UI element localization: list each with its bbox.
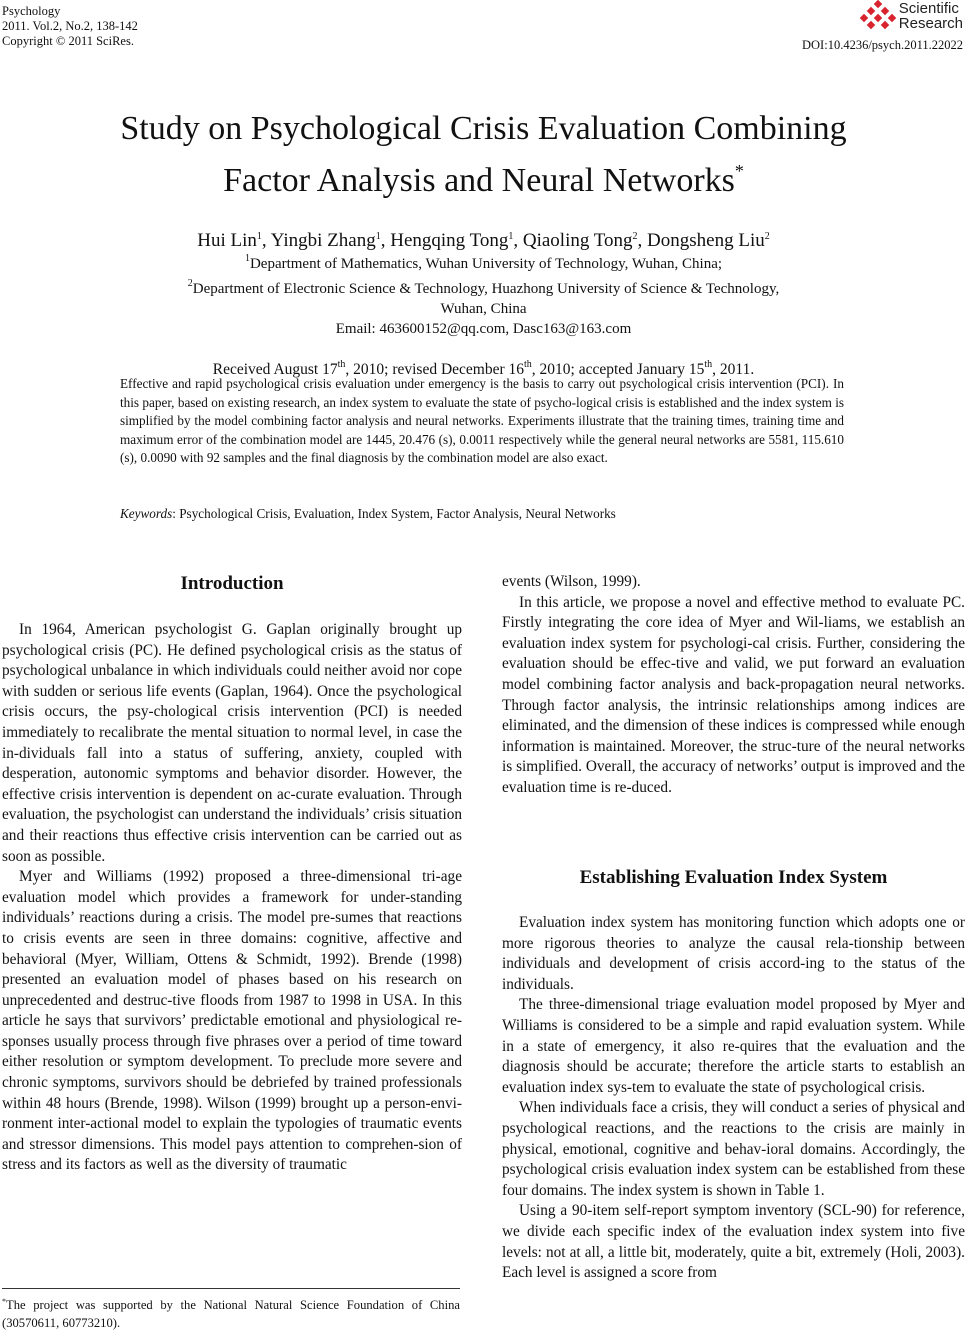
author: Hengqing Tong$^1$,	[390, 230, 523, 251]
publisher-logo	[861, 0, 963, 32]
paragraph: Evaluation index system has monitoring function which adopts one or more rigorous theories to analyze the causal rela-tionship between individuals and development of crisis accord-ing to the status of the individuals.	[502, 914, 965, 993]
right-column	[502, 572, 965, 799]
paragraph: In 1964, American psychologist G. Gaplan originally brought up psychological crisis (PC). He defined psychological crisis as the status of psychological unbalance in which individuals could neither avoid nor cope with sudden or serious life events (Gaplan, 1964). Once the psychological crisis occurs, the psy-chological crisis intervention (PCI) is needed immediately to recalibrate the mental situation to normal level, in case the in-dividuals fall into a status of suffering, anxiety, coupled with desperation, autonomic symptoms and behavior disorder. However, the effective crisis intervention is dependent on ac-curate evaluation. Through evaluation, the psychologist can understand the individuals’ crisis situation and their reactions thus effective crisis intervention can be carried out as soon as possible.	[2, 621, 462, 865]
paragraph: Using a 90-item self-report symptom inventory (SCL-90) for reference, we divide each specific index of the evaluation index system into five levels: not at all, a little bit, moderately, quite a bit, extremely (Holi, 2003). Each level is assigned a score from	[502, 1202, 965, 1282]
logo-text-line1: Scientific	[898, 0, 959, 17]
journal-volume: 2011. Vol.2, No.2, 138-142	[2, 19, 138, 33]
author-email: Email: 463600152@qq.com, Dasc163@163.com	[335, 321, 632, 337]
journal-copyright: Copyright © 2011 SciRes.	[2, 34, 134, 48]
scientific-research-logo-icon	[861, 0, 897, 32]
author: Dongsheng Liu$^2$	[647, 230, 770, 251]
title-line-2: Factor Analysis and Neural Networks	[223, 162, 735, 199]
affiliation-1: $^1$Department of Mathematics, Wuhan University of Technology, Wuhan, China;	[244, 253, 723, 272]
right-column-section-2	[502, 913, 965, 1284]
author: Yingbi Zhang$^1$,	[270, 230, 391, 251]
doi: DOI:10.4236/psych.2011.22022	[802, 38, 963, 52]
paragraph: events (Wilson, 1999).	[502, 573, 641, 590]
journal-header	[2, 4, 138, 49]
title-line-1: Study on Psychological Crisis Evaluation Combining	[120, 110, 847, 147]
paragraph: Myer and Williams (1992) proposed a three-dimensional tri-age evaluation model which provides a framework for under-standing individuals’ reactions during a crisis. The model pre-sumes that reactions to crisis events are seen in three domains: cognitive, affective and behavioral (Myer, William, Ottens & Schmidt, 1992). Brende (1998) presented an evaluation model of phases based on his research on unprecedented and destruc-tive floods from 1987 to 1998 in USA. In this article he says that survivors’ predictable emotional and physiological re-sponses usually process through five phrases over a period of time toward either resolution or symptom development. To preclude more severe and chronic symptoms, survivors should be debriefed by trained professionals within 48 hours (Brende, 1998). Wilson (1999) brought up a person-envi- ronment inter-actional model to explain the typologies of traumatic events and stressor dimensions. This model pays attention to comprehen-sion of stress and its factors as well as the diversity of traumatic	[2, 868, 462, 1174]
footnote-divider	[2, 1288, 460, 1289]
author: Qiaoling Tong$^2$,	[522, 230, 648, 251]
section-title-introduction: Introduction	[180, 573, 284, 594]
affiliations	[0, 249, 967, 339]
received-dates: Received August 17th, 2010; revised December 16th, 2010; accepted January 15th, 2011.	[212, 359, 755, 378]
affiliation-2: $^2$Department of Electronic Science & Technology, Huazhong University of Science & Technology,	[187, 278, 780, 297]
logo-text-line2: Research	[898, 15, 963, 32]
paper-title	[0, 108, 967, 202]
paragraph: When individuals face a crisis, they will conduct a series of physical and psychological reactions, and the reactions to the crisis are mainly in physical, emotional, cognitive and behav-ioral domains. Accordingly, the psychological crisis evaluation index system can be established from these four domains. The index system is shown in Table 1.	[502, 1099, 965, 1199]
abstract: Effective and rapid psychological crisis evaluation under emergency is the basis to carry out psychological crisis intervention (PCI). In this paper, based on existing research, an index system to evaluate the state of psycho-logical crisis is established and the index system is simplified by the model combining factor analysis and neural networks. Experiments illustrate that the training times, training time and maximum error of the combination model are 1445, 20.476 (s), 0.0011 respectively while the general neural networks are 5581, 115.610 (s), 0.0090 with 92 samples and the final diagnosis by the combination model are also exact.	[120, 376, 844, 466]
keywords	[120, 505, 844, 523]
paragraph: The three-dimensional triage evaluation model proposed by Myer and Williams is considered to be a simple and rapid evaluation system. While in a state of emergency, it also re-quires that the evaluation and the diagnosis should be accurate; therefore the article starts to establish an evaluation index sys-tem to evaluate the state of psychological crisis.	[502, 996, 965, 1096]
journal-name: Psychology	[2, 4, 61, 18]
author: Hui Lin$^1$,	[197, 230, 271, 251]
keywords-text: : Psychological Crisis, Evaluation, Index System, Factor Analysis, Neural Networks	[172, 506, 616, 521]
affiliation-2-cont: Wuhan, China	[440, 301, 527, 317]
title-footnote-marker: *	[734, 161, 744, 181]
section-title-index-system: Establishing Evaluation Index System	[579, 867, 888, 888]
keywords-label: Keywords	[120, 506, 173, 521]
left-column	[2, 620, 462, 1176]
footnote: *The project was supported by the National Natural Science Foundation of China (30570611, 60773210).	[2, 1297, 460, 1330]
paragraph: In this article, we propose a novel and effective method to evaluate PC. Firstly integrating the core idea of Myer and Wil-liams, we establish an evaluation index system for psychologi-cal crisis. Further, considering the evaluation should be effec-tive and valid, we put forward an evaluation model combining factor analysis and back-propagation neural networks. Through factor analysis, the intrinsic relationships among indices are eliminated, and the dimension of these indices is compressed while enough information is maintained. Moreover, the struc-ture of the neural networks is simplified. Overall, the accuracy of networks’ output is improved and the evaluation time is re-duced.	[502, 593, 965, 796]
